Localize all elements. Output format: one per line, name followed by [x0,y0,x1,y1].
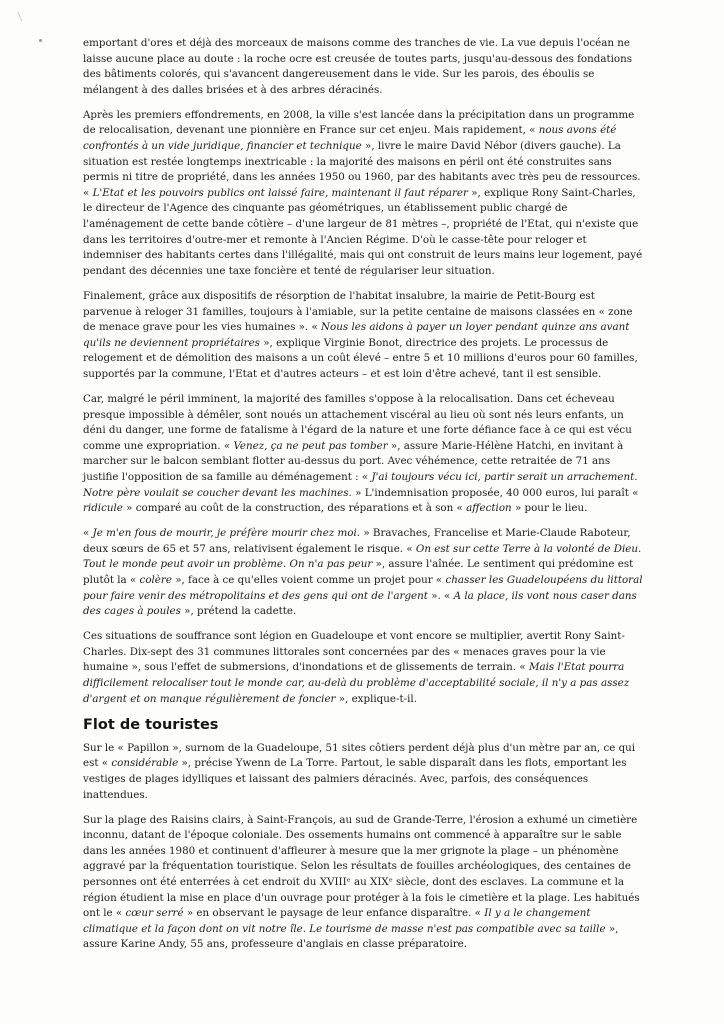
body-text: Sur le « Papillon », surnom de la Guadeloupe, 51 sites côtiers perdent déjà plus d'un mètre par an, ce qui est « [83,741,636,770]
body-text: » pour le lieu. [511,502,588,515]
body-text: » en observant le paysage de leur enfance disparaître. « [183,907,485,920]
paragraph-8 [83,813,645,953]
quote-text: Il y a le changement climatique et la façon dont on vit notre île. Le tourisme de masse n'est pas compatible avec sa taille [83,907,606,935]
body-text: Sur la plage des Raisins clairs, à Saint-François, au sud de Grande-Terre, l'érosion a exhumé un cimetière inconnu, datant de l'époque coloniale. Des ossements humains ont commencé à apparaître sur le sable dans les années 1980 et continuent d'affleurer à mesure que la mer grignote la plage – un phénomène aggravé par la fréquentation touristique. Selon les résultats de fouilles archéologiques, des centaines de personnes ont été enterrées à cet endroit du XVIIIᵉ au XIXᵉ siècle, dont des esclaves. La commune et la région étudient la mise en place d'un ouvrage pour protéger à la fois le cimetière et la plage. Les habitués ont le « [83,813,640,920]
paragraph-2 [83,108,645,280]
body-text: Après les premiers effondrements, en 2008, la ville s'est lancée dans la précipitation dans un programme de relocalisation, devenant une pionnière en France sur cet enjeu. Mais rapidement, « [83,108,635,137]
quote-text: Je m'en fous de mourir, je préfère mourir chez moi. [92,527,361,540]
body-text: », explique Rony Saint-Charles, le directeur de l'Agence des cinquante pas géométriques, un établissement public chargé de l'aménagement de cette bande côtière – d'une largeur de 81 mètres –, propriété de l'Etat, qui n'existe que dans les territoires d'outre-mer et remonte à l'Ancien Régime. D'où le casse-tête pour reloger et indemniser des habitants certes dans l'illégalité, mais qui ont construit de leurs mains leur logement, payé pendant des décennies une taxe foncière et tenté de régulariser leur situation. [83,186,643,277]
paragraph-7 [83,741,645,803]
quote-text: J'ai toujours vécu ici, partir serait un arrachement. Notre père voulait se coucher devant les machines. [83,470,638,499]
quote-text: ridicule [83,502,123,515]
body-text: », assure Karine Andy, 55 ans, professeure d'anglais en classe préparatoire. [83,922,619,951]
body-text: », assure l'aînée. Le sentiment qui prédomine est plutôt la « [83,558,634,586]
quote-text: nous avons été confrontés à un vide juridique, financier et technique [83,124,617,153]
paragraph-1 [83,36,645,98]
body-text: Finalement, grâce aux dispositifs de résorption de l'habitat insalubre, la mairie de Petit-Bourg est parvenue à reloger 31 familles, toujours à l'amiable, sur la petite centaine de maisons classées en « zone de menace grave pour les vies humaines ». « [83,289,633,334]
quote-text: Venez, ça ne peut pas tomber [233,439,388,452]
body-text: », explique Virginie Bonot, directrice des projets. Le processus de relogement et de démolition des maisons a un coût élevé – entre 5 et 10 millions d'euros pour 60 familles, supportés par la commune, l'Etat et d'autres acteurs – et est loin d'être achevé, tant il est sensible. [83,336,638,380]
body-text: », assure Marie-Hélène Hatchi, en invitant à marcher sur le balcon semblant flotter au-dessus du port. Avec véhémence, cette retraitée de 71 ans justifie l'opposition de sa famille au déménagement : « [83,439,624,483]
quote-text: colère [139,574,172,586]
body-text: », explique-t-il. [335,692,417,705]
article-page [83,36,645,962]
body-text: », face à ce qu'elles voient comme un projet pour « [171,574,446,586]
body-text: Car, malgré le péril imminent, la majorité des familles s'oppose à la relocalisation. Dans cet écheveau presque impossible à démêler, sont noués un attachement viscéral au lieu où sont nés leurs enfants, un déni du danger, une forme de fatalisme à l'égard de la nature et une forte défiance face à ce qui est vécu comme une expropriation. « [83,392,632,452]
quote-text: considérable [111,757,179,770]
body-text: » comparé au coût de la construction, des réparations et à son « [122,502,467,515]
scan-dot [39,39,42,42]
section-heading: Flot de touristes [83,716,219,733]
body-text: », prétend la cadette. [180,605,297,618]
body-text: ». « [427,589,454,602]
paragraph-3 [83,289,645,383]
quote-text: On est sur cette Terre à la volonté de Dieu. Tout le monde peut avoir un problème. On n'a pas peur [83,542,642,571]
quote-text: Nous les aidons à payer un loyer pendant quinze ans avant qu'ils ne deviennent propriétaires [83,321,630,349]
paragraph-5 [83,526,645,620]
body-text: Ces situations de souffrance sont légion en Guadeloupe et vont encore se multiplier, avertit Rony Saint-Charles. Dix-sept des 31 communes littorales sont concernées par des « menaces graves pour la vie humaine », sous l'effet de submersions, d'inondations et de glissements de terrain. « [83,630,625,674]
body-text: » Bravaches, Francelise et Marie-Claude Raboteur, deux sœurs de 65 et 57 ans, relativisent également le risque. « [83,527,631,555]
scan-speck [17,9,29,22]
paragraph-6 [83,629,645,707]
quote-text: L'Etat et les pouvoirs publics ont laissé faire, maintenant il faut réparer [92,186,468,199]
body-text: emportant d'ores et déjà des morceaux de maisons comme des tranches de vie. La vue depuis l'océan ne laisse aucune place au doute : la roche ocre est creusée de toutes parts, jusqu'au-dessous des fondations des bâtiments colorés, qui s'avancent dangereusement dans le vide. Sur les parois, des éboulis se mélangent à des dalles brisées et à des arbres déracinés. [83,37,633,96]
body-text: » L'indemnisation proposée, 40 000 euros, lui paraît « [351,486,639,499]
quote-text: affection [466,502,512,515]
body-text: », livre le maire David Nébor (divers gauche). La situation est restée longtemps inextricable : la majorité des maisons en péril ont été construites sans permis ni titre de propriété, dans les années 1950 ou 1960, par des habitants avec très peu de ressources. « [83,140,641,199]
quote-text: A la place, ils vont nous caser dans des cages à poules [83,589,637,618]
body-text: », précise Ywenn de La Torre. Partout, le sable disparaît dans les flots, emportant les vestiges de plages idylliques et laissant des palmiers déracinés. Avec, parfois, des conséquences inattendues. [83,757,627,801]
quote-text: Mais l'Etat pourra difficilement relocaliser tout le monde car, au-delà du problème d'acceptabilité sociale, il n'y a pas assez d'argent et on manque régulièrement de foncier [83,661,630,705]
body-text: « [83,527,93,540]
quote-text: cœur serré [125,907,184,920]
paragraph-4 [83,392,645,517]
quote-text: chasser les Guadeloupéens du littoral pour faire venir des métropolitains et des gens qui ont de l'argent [83,574,643,602]
